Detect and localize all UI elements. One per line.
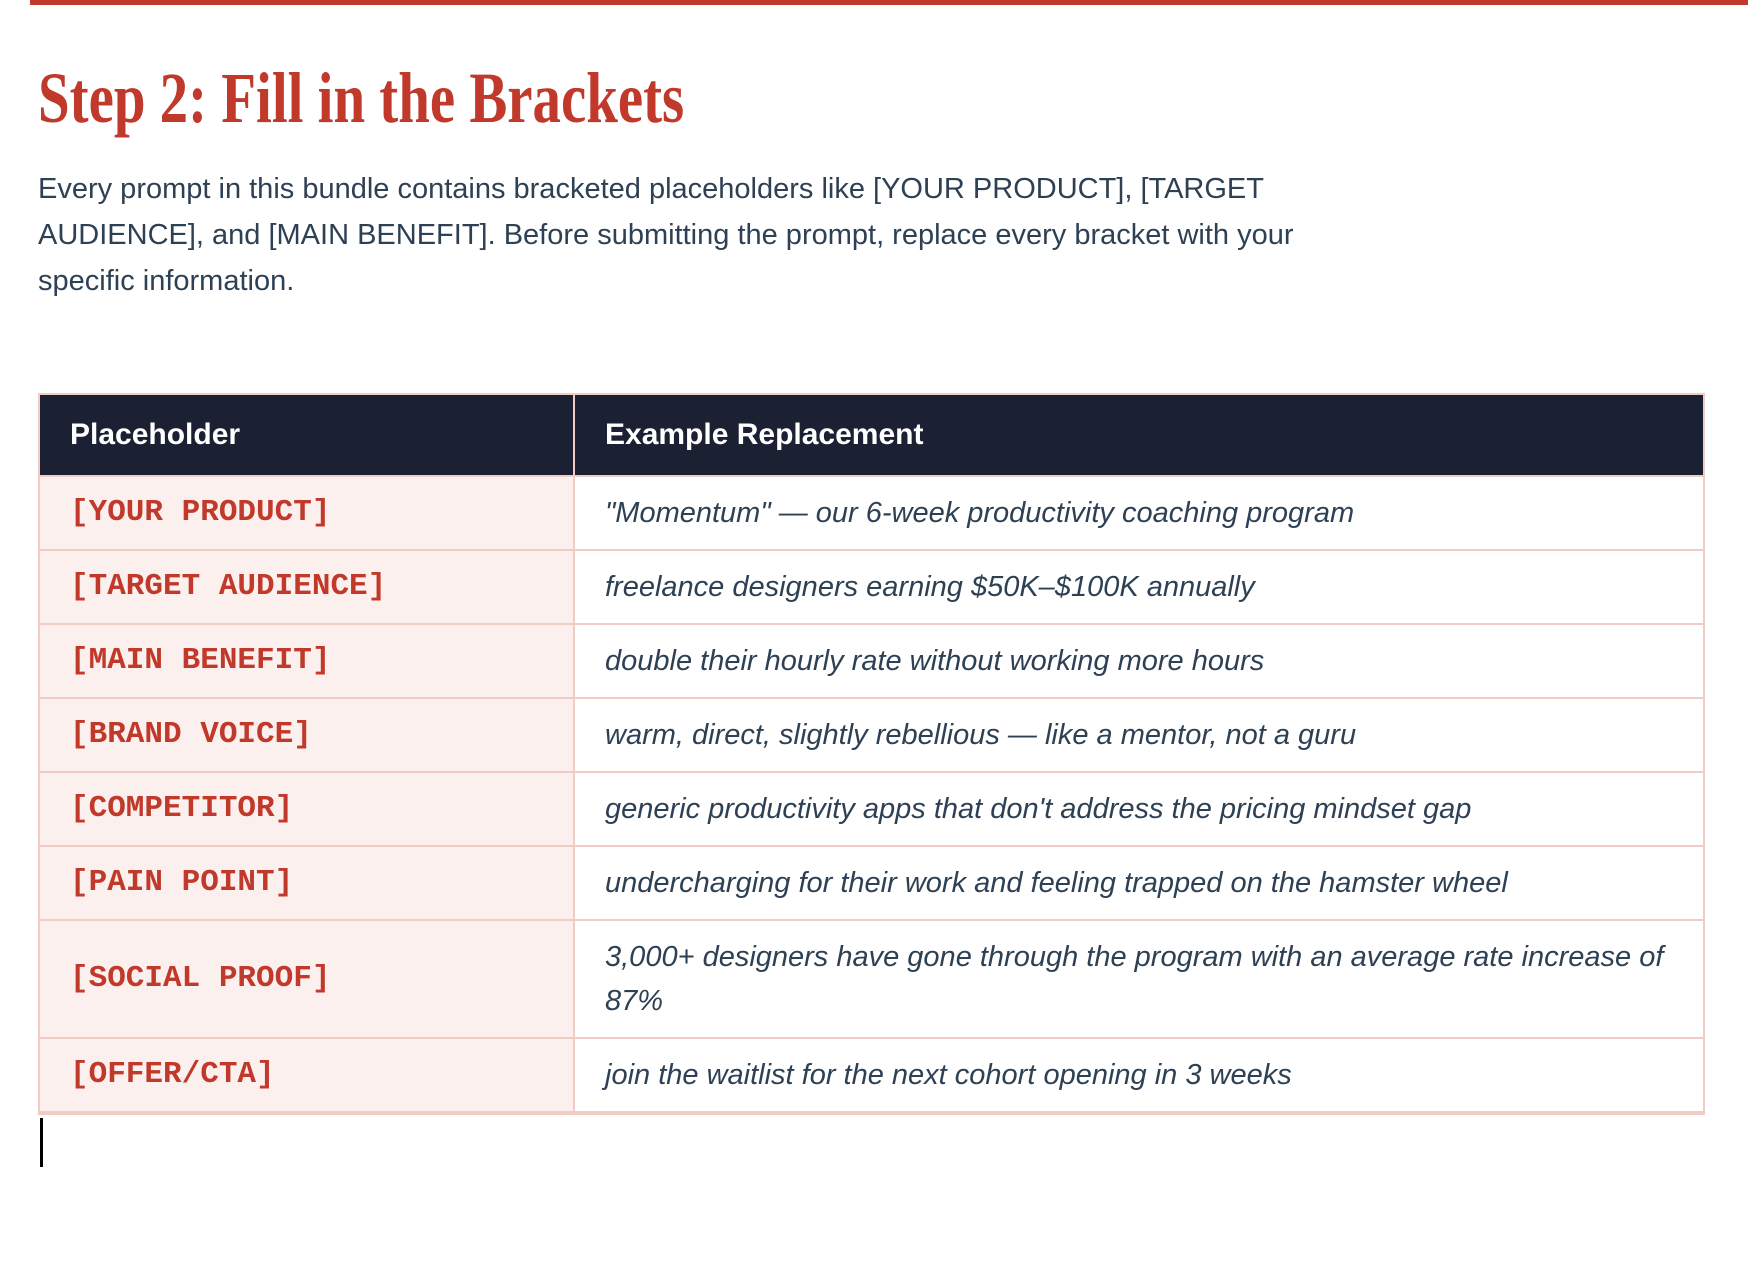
example-text: "Momentum" — our 6-week productivity coaching program xyxy=(605,497,1355,529)
example-cell xyxy=(574,1038,1704,1113)
placeholder-label: [MAIN BENEFIT] xyxy=(70,643,331,678)
placeholder-cell xyxy=(39,476,574,550)
intro-line: Every prompt in this bundle contains bracketed placeholders like [YOUR PRODUCT], [TARGET xyxy=(38,173,1264,205)
table-header-placeholder: Placeholder xyxy=(39,394,574,476)
placeholder-label: [YOUR PRODUCT] xyxy=(70,495,331,530)
placeholder-label: [BRAND VOICE] xyxy=(70,717,312,752)
example-cell xyxy=(574,550,1704,624)
placeholder-cell xyxy=(39,772,574,846)
placeholder-cell xyxy=(39,920,574,1038)
table-header-row xyxy=(39,394,1704,476)
example-cell xyxy=(574,920,1704,1038)
placeholder-cell xyxy=(39,550,574,624)
placeholder-cell xyxy=(39,624,574,698)
example-cell xyxy=(574,698,1704,772)
example-cell xyxy=(574,772,1704,846)
table-row xyxy=(39,920,1704,1038)
example-text: generic productivity apps that don't address the pricing mindset gap xyxy=(605,793,1472,825)
placeholder-cell xyxy=(39,846,574,920)
placeholder-label: [TARGET AUDIENCE] xyxy=(70,569,387,604)
example-text: undercharging for their work and feeling trapped on the hamster wheel xyxy=(605,867,1508,899)
example-text: double their hourly rate without working more hours xyxy=(605,645,1265,677)
table-row xyxy=(39,624,1704,698)
intro-line: AUDIENCE], and [MAIN BENEFIT]. Before submitting the prompt, replace every bracket with your xyxy=(38,219,1294,251)
table-row xyxy=(39,1038,1704,1113)
table-row xyxy=(39,846,1704,920)
example-text: warm, direct, slightly rebellious — like a mentor, not a guru xyxy=(605,719,1357,751)
top-border-line xyxy=(30,0,1748,5)
placeholder-cell xyxy=(39,1038,574,1113)
placeholder-label: [OFFER/CTA] xyxy=(70,1057,275,1092)
placeholder-table xyxy=(38,393,1705,1115)
example-text: join the waitlist for the next cohort opening in 3 weeks xyxy=(605,1059,1292,1091)
intro-paragraph xyxy=(38,166,1710,304)
table-body xyxy=(39,476,1704,1113)
example-cell xyxy=(574,846,1704,920)
example-cell xyxy=(574,624,1704,698)
text-cursor-caret xyxy=(40,1118,43,1167)
placeholder-label: [COMPETITOR] xyxy=(70,791,294,826)
example-text: 3,000+ designers have gone through the program with an average rate increase of 87% xyxy=(605,941,1664,1017)
table-row xyxy=(39,772,1704,846)
example-text: freelance designers earning $50K–$100K annually xyxy=(605,571,1255,603)
page-title: Step 2: Fill in the Brackets xyxy=(38,58,685,138)
table-row xyxy=(39,476,1704,550)
example-cell xyxy=(574,476,1704,550)
table-row xyxy=(39,698,1704,772)
placeholder-label: [SOCIAL PROOF] xyxy=(70,961,331,996)
placeholder-label: [PAIN POINT] xyxy=(70,865,294,900)
table-row xyxy=(39,550,1704,624)
placeholder-cell xyxy=(39,698,574,772)
table-header-example: Example Replacement xyxy=(574,394,1704,476)
intro-line: specific information. xyxy=(38,265,295,297)
